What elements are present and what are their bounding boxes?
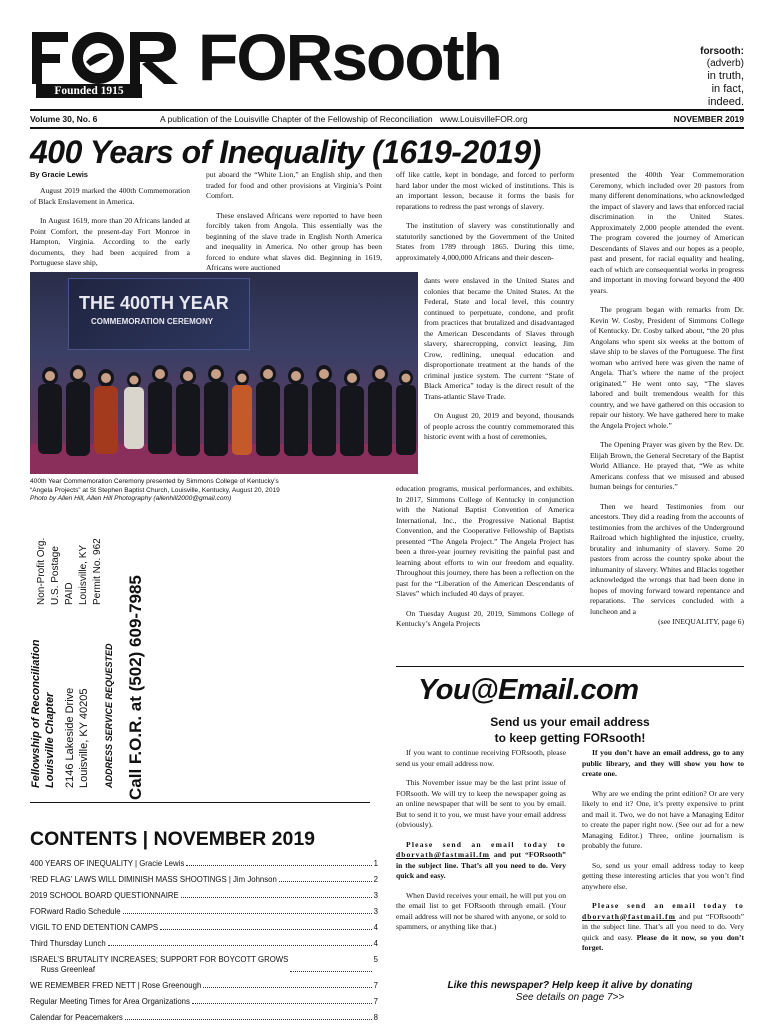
email-sub-line-1: Send us your email address [490,715,650,729]
col3-paragraph-2b: dants were enslaved in the United States and colonies that became the United States. At the Federal, State and local level, this country continued to perpetuate, condone, and profit from practices that brutalized and disadvantaged the American Descendants of Slaves through slavery, sharecropping, convict leasing, Jim Crow, redlining, unequal education and disproportionate treatment at the hands of the criminal justice system. The current “State of Black America” today is the direct result of the Trans-atlantic Slave Trade. [424,276,574,401]
footer-line-2[interactable]: See details on page 7>> [515,992,625,1003]
contents-item[interactable] [30,875,378,885]
email-right-paragraph-2: Why are we ending the print edition? Or are very likely to end it? One, it’s pretty expensive to print and mail it. Two, we do not have a Managing Editor to create the paper right now. (See our ad for a new Managing Editor.) Three, online journalism is probably the future. [582,788,744,850]
contents-item-leader [181,891,372,898]
publication-label [160,114,528,124]
photo-banner [68,278,250,350]
col4-paragraph-1: presented the 400th Year Commemoration Ceremony, which included over 20 pastors from many different denominations, who acknowledged the impact of slavery and laws that enforced racial discrimination in the United States. Approximately 2,000 people attended the event. The program covered the journey of American Descendants of Slaves and our hopes as a people, past and present, for racial equality and healing, each of which are consequential works in progress and important in moving forward beyond the 400 years. [590,170,745,295]
contents-item-title: Regular Meeting Times for Area Organizations [30,997,190,1006]
definition-word: forsooth: [700,46,744,57]
article-col-2 [206,170,382,283]
contents-item-title: 2019 SCHOOL BOARD QUESTIONNAIRE [30,891,179,900]
email-col-right [582,748,744,963]
email-address-link-left[interactable]: dborvath@fastmail.fm [396,850,490,859]
col3-paragraph-1: off like cattle, kept in bondage, and forced to perform hard labor under the most wicked of institutions. This is an important lesson, because it forms the basis for reparations to redress the past wrongs of slavery. [396,170,574,211]
contents-item-page: 3 [373,891,378,900]
caption-line-2: “Angela Projects” at St Stephen Baptist Church, Louisville, Kentucky, August 20, 2019 [30,486,280,494]
masthead-rule-top [30,109,744,111]
mailer-org-name: Fellowship of Reconciliation [30,639,42,788]
col4-paragraph-3: The Opening Prayer was given by the Rev. Dr. Elijah Brown, the General Secretary of the Baptist World Alliance. He prayed that, “We as white Americans confess that we misused and abused human beings for centuries.” [590,440,744,491]
email-right-please: Please send an email today to [592,901,744,910]
col1-paragraph-1: August 2019 marked the 400th Commemoration of Black Enslavement in America. [30,186,190,206]
definition-1: in truth, [707,70,744,82]
contents-item-page: 3 [373,907,378,916]
contents-item[interactable] [30,997,378,1007]
mailer-address-2: Louisville, KY 40205 [78,688,90,788]
postage-line-3: PAID [64,582,75,605]
contents-item[interactable] [30,891,378,901]
for-logo [30,28,180,98]
table-of-contents [30,828,378,1029]
contents-item-title: FORward Radio Schedule [30,907,121,916]
email-sub-line-2: to keep getting FORsooth! [494,731,646,745]
article-col-4 [590,170,744,628]
article-col-3-bottom [396,484,574,639]
definition-pos: (adverb) [706,58,744,69]
contents-item-page: 4 [373,939,378,948]
volume-label: Volume 30, No. 6 [30,114,98,124]
contents-item[interactable] [30,955,378,975]
postage-line-4: Louisville, KY [78,544,89,605]
email-right-paragraph-3: So, send us your email address today to keep getting these interesting articles that you won’t find anywhere else. [582,860,744,891]
contents-item-leader [108,939,372,946]
contents-item[interactable] [30,907,378,917]
postage-line-1: Non-Profit Org. [36,537,47,605]
publication-text: A publication of the Louisville Chapter of the Fellowship of Reconciliation [160,114,433,124]
phone-callout: Call F.O.R. at (502) 609-7985 [126,575,145,800]
email-address-link-right[interactable]: dborvath@fastmail.fm [582,911,676,921]
mailing-panel [30,500,180,800]
email-left-paragraph-4: When David receives your email, he will put you on the email list to get FORsooth through email. (Your email address will not be shared with anyone, or sold to spammers, or anything like that.) [396,890,566,931]
contents-item-title: 400 YEARS OF INEQUALITY | Gracie Lewis [30,859,185,868]
contents-item-page: 7 [373,997,378,1006]
contents-item-page: 7 [373,981,378,990]
contents-item-page: 1 [373,859,378,868]
article-col-3-mid [424,276,574,443]
footer-line-1: Like this newspaper? Help keep it alive by donating [447,980,693,991]
col2-paragraph-1: put aboard the “White Lion,” an English ship, and then traded for food and other provisions at Virginia’s Point Comfort. [206,170,382,200]
contents-item[interactable] [30,939,378,949]
contents-rule [30,802,370,803]
contents-item-leader [279,875,372,882]
contents-item-page: 2 [373,875,378,884]
website-link[interactable]: www.LouisvilleFOR.org [439,114,528,124]
masthead-title: FORsooth [198,20,501,94]
col4-paragraph-4: Then we heard Testimonies from our ancestors. They did a reading from the accounts of testimonies from the archives of the Underground Railroad which highlighted the injustice, cruelty, brutality and inhumanity of slavery. Some 20 pastors from across the country spoke about the inhumanity of slavery. Whites and Blacks together acknowledged the wrongs that had been done in hopes of moving forward toward repentance and reparations. The services concluded with a luncheon and a [590,501,744,616]
contents-item-page: 8 [373,1013,378,1022]
email-subheadline [420,714,720,746]
address-service-label: ADDRESS SERVICE REQUESTED [104,643,114,788]
email-right-paragraph-4 [582,901,744,954]
banner-line-1: THE 400TH YEAR [79,293,229,313]
mailer-address-1: 2146 Lakeside Drive [64,687,76,788]
article-col-1 [30,186,190,278]
email-left-paragraph-1: If you want to continue receiving FORsooth, please send us your email address now. [396,748,566,768]
contents-item-page: 5 [373,955,378,964]
contents-item-title: ISRAEL’S BRUTALITY INCREASES; SUPPORT FOR BOYCOTT GROWS Russ Greenleaf [30,955,289,974]
col3-paragraph-3b: education programs, musical performances, and exhibits. In 2017, Simmons College of Kentucky in conjunction with the National Baptist Convention of America International, Inc., the Progressive National Baptist Convention, and the Cooperative Fellowship of Baptists presented “The Angela Project.” The Angela Project has been a three-year journey revisiting the painful past and learning about efforts to win our freedom and equality. Throughout this journey, there has been a reflection on the past for the “Liberation of the American Descendants of Slaves” which included 40 days of prayer. [396,484,574,598]
contents-list [30,859,378,1023]
contents-item-title: ‘RED FLAG’ LAWS WILL DIMINISH MASS SHOOTINGS | Jim Johnson [30,875,277,884]
contents-item-leader [125,1013,372,1020]
contents-item[interactable] [30,981,378,991]
continued-note: (see INEQUALITY, page 6) [658,617,744,626]
article-headline: 400 Years of Inequality (1619-2019) [30,134,541,170]
masthead-definition [700,46,744,109]
contents-item-leader [160,923,372,930]
email-right-reminder: Please do it now, so you don’t forget. [582,932,744,952]
email-section-rule [396,666,744,667]
masthead-rule-bottom [30,127,744,129]
col3-paragraph-3a: On August 20, 2019 and beyond, thousands of people across the country commemorated this historic event with a host of ceremonies, [424,411,574,441]
definition-2: in fact, [711,83,744,95]
email-left-please: Please send an email today to [406,839,566,849]
col4-paragraph-2: The program began with remarks from Dr. Kevin W. Cosby, President of Simmons College of Kentucky. Dr. Cosby talked about, “the 20 plus Angolans who spent six weeks at the bottom of slave ship to be slaves of the Portuguese. The first woman who arrived here was given the name of Angela. That’s where the name of the project originated.” He went onto say, “The slaves labored and built tremendous wealth for this country, and we have gathered on this occasion to repair our history. We have gathered here to make the Angela Project whole.” [590,305,744,430]
founded-label: Founded 1915 [36,84,142,98]
contents-item-leader [192,997,372,1004]
contents-item-leader [203,981,371,988]
contents-item[interactable] [30,859,378,869]
email-left-paragraph-2: This November issue may be the last print issue of FORsooth. We will try to keep the newspaper going as an online newspaper that will be sent to you by email. But to send it to you, we must have your email address (obviously). [396,778,566,829]
contents-item-leader [290,955,371,972]
definition-3: indeed. [707,96,744,108]
email-left-paragraph-3 [396,840,566,882]
contents-item[interactable] [30,1013,378,1023]
contents-item-leader [186,859,371,866]
mailer-chapter: Louisville Chapter [44,692,56,788]
contents-item-title: WE REMEMBER FRED NETT | Rose Greenough [30,981,202,990]
banner-line-2: COMMEMORATION CEREMONY [91,317,214,326]
contents-item-title: Third Thursday Lunch [30,939,106,948]
email-left-instruction: and put “FORsooth” in the subject line. That’s all you need to do. Very quick and easy. [396,850,566,880]
email-right-instruction: and put “FORsooth” in the subject line. That’s all you need to do. Very quick and easy. [582,911,744,942]
col3-paragraph-4: On Tuesday August 20, 2019, Simmons College of Kentucky’s Angela Projects [396,608,574,628]
contents-item-title: Calendar for Peacemakers [30,1013,123,1022]
postage-line-5: Permit No. 962 [92,538,103,605]
email-col-left [396,748,566,942]
ceremony-photo [30,272,418,474]
contents-title: CONTENTS | NOVEMBER 2019 [30,828,316,850]
caption-line-3: Photo by Allen Hill, Allen Hill Photography (allenhill2000@gmail.com) [30,495,232,503]
photo-group-figures [30,344,418,474]
article-byline: By Gracie Lewis [30,170,88,179]
article-col-3-top [396,170,574,263]
issue-date: NOVEMBER 2019 [673,114,744,124]
contents-item[interactable] [30,923,378,933]
col2-paragraph-2: These enslaved Africans were reported to have been forcibly taken from Angola. This essentially was the beginning of the slave trade in English North America and inequality in America. No other group has been forced to endure what slaves did. Beginning in 1619, Africans were auctioned [206,210,382,272]
postage-line-2: U.S. Postage [50,546,61,605]
col1-paragraph-2: In August 1619, more than 20 Africans landed at Point Comfort, the present-day Fort Monroe in Hampton, Virginia. According to the early documents, they had been acquired from a Portuguese slave ship, [30,216,190,267]
email-headline: You@Email.com [418,674,639,706]
caption-line-1: 400th Year Commemoration Ceremony presented by Simmons College of Kentucky’s [30,478,279,485]
donation-footer [380,980,760,1004]
contents-item-title: VIGIL TO END DETENTION CAMPS [30,923,159,932]
email-right-paragraph-1: If you don’t have an email address, go to any public library, and they will show you how to create one. [582,748,744,778]
col3-paragraph-2a: The institution of slavery was constitutionally and statutorily sanctioned by the Government of the United States from 1789 through 1865. During this time, approximately 4,000,000 Africans and their descen- [396,221,574,262]
contents-item-leader [123,907,372,914]
contents-item-page: 4 [373,923,378,932]
